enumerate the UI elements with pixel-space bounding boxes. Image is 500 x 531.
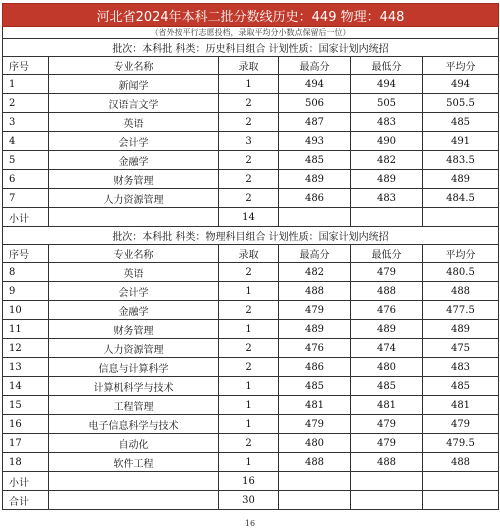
column-header: 录取 — [219, 57, 279, 75]
score-table — [2, 3, 499, 510]
batch-info-row — [3, 227, 499, 245]
empty-cell — [351, 491, 423, 510]
table-row — [3, 320, 499, 339]
total-row — [3, 491, 499, 510]
index-cell: 14 — [3, 377, 49, 396]
major-cell: 会计学 — [49, 132, 219, 151]
min-score-cell: 488 — [351, 453, 423, 472]
empty-cell — [423, 208, 499, 227]
column-header-row — [3, 245, 499, 263]
max-score-cell: 487 — [279, 113, 351, 132]
max-score-cell: 486 — [279, 358, 351, 377]
index-cell: 6 — [3, 170, 49, 189]
admitted-cell: 2 — [219, 358, 279, 377]
admitted-cell: 1 — [219, 75, 279, 94]
max-score-cell: 506 — [279, 94, 351, 113]
min-score-cell: 480 — [351, 358, 423, 377]
max-score-cell: 485 — [279, 377, 351, 396]
empty-cell — [49, 491, 219, 510]
index-cell: 8 — [3, 263, 49, 282]
column-header: 序号 — [3, 57, 49, 75]
table-row — [3, 434, 499, 453]
admitted-cell: 2 — [219, 170, 279, 189]
major-cell: 财务管理 — [49, 320, 219, 339]
major-cell: 财务管理 — [49, 170, 219, 189]
admitted-cell: 2 — [219, 94, 279, 113]
max-score-cell: 494 — [279, 75, 351, 94]
column-header: 录取 — [219, 245, 279, 263]
index-cell: 4 — [3, 132, 49, 151]
empty-cell — [351, 208, 423, 227]
subtotal-row — [3, 208, 499, 227]
column-header: 序号 — [3, 245, 49, 263]
max-score-cell: 481 — [279, 396, 351, 415]
avg-score-cell: 485 — [423, 113, 499, 132]
max-score-cell: 493 — [279, 132, 351, 151]
max-score-cell: 476 — [279, 339, 351, 358]
index-cell: 12 — [3, 339, 49, 358]
table-row — [3, 453, 499, 472]
empty-cell — [423, 491, 499, 510]
admitted-cell: 3 — [219, 132, 279, 151]
empty-cell — [351, 472, 423, 491]
subtotal-value: 14 — [219, 208, 279, 227]
major-cell: 人力资源管理 — [49, 189, 219, 208]
index-cell: 1 — [3, 75, 49, 94]
avg-score-cell: 479.5 — [423, 434, 499, 453]
min-score-cell: 476 — [351, 301, 423, 320]
batch-info: 批次：本科批 科类：物理科目组合 计划性质：国家计划内统招 — [3, 227, 499, 245]
index-cell: 3 — [3, 113, 49, 132]
table-row — [3, 301, 499, 320]
max-score-cell: 479 — [279, 415, 351, 434]
major-cell: 会计学 — [49, 282, 219, 301]
empty-cell — [279, 472, 351, 491]
index-cell: 5 — [3, 151, 49, 170]
index-cell: 10 — [3, 301, 49, 320]
min-score-cell: 494 — [351, 75, 423, 94]
min-score-cell: 488 — [351, 282, 423, 301]
column-header: 最高分 — [279, 57, 351, 75]
avg-score-cell: 491 — [423, 132, 499, 151]
column-header: 最高分 — [279, 245, 351, 263]
subtotal-row — [3, 472, 499, 491]
column-header: 最低分 — [351, 245, 423, 263]
table-row — [3, 339, 499, 358]
max-score-cell: 486 — [279, 189, 351, 208]
admitted-cell: 1 — [219, 453, 279, 472]
table-row — [3, 396, 499, 415]
table-row — [3, 113, 499, 132]
admitted-cell: 2 — [219, 113, 279, 132]
total-value: 30 — [219, 491, 279, 510]
admitted-cell: 2 — [219, 189, 279, 208]
table-row — [3, 151, 499, 170]
avg-score-cell: 484.5 — [423, 189, 499, 208]
admitted-cell: 2 — [219, 151, 279, 170]
max-score-cell: 479 — [279, 301, 351, 320]
table-row — [3, 358, 499, 377]
table-row — [3, 75, 499, 94]
max-score-cell: 488 — [279, 282, 351, 301]
avg-score-cell: 483.5 — [423, 151, 499, 170]
column-header-row — [3, 57, 499, 75]
major-cell: 金融学 — [49, 301, 219, 320]
major-cell: 人力资源管理 — [49, 339, 219, 358]
min-score-cell: 479 — [351, 415, 423, 434]
title-row — [3, 4, 499, 27]
table-row — [3, 377, 499, 396]
column-header: 平均分 — [423, 245, 499, 263]
min-score-cell: 490 — [351, 132, 423, 151]
avg-score-cell: 494 — [423, 75, 499, 94]
max-score-cell: 488 — [279, 453, 351, 472]
empty-cell — [49, 208, 219, 227]
index-cell: 13 — [3, 358, 49, 377]
avg-score-cell: 480.5 — [423, 263, 499, 282]
admission-score-document — [2, 3, 498, 528]
major-cell: 信息与计算科学 — [49, 358, 219, 377]
min-score-cell: 481 — [351, 396, 423, 415]
subtotal-label: 小计 — [3, 208, 49, 227]
min-score-cell: 489 — [351, 320, 423, 339]
note-row — [3, 27, 499, 39]
major-cell: 英语 — [49, 263, 219, 282]
min-score-cell: 505 — [351, 94, 423, 113]
avg-score-cell: 488 — [423, 453, 499, 472]
max-score-cell: 489 — [279, 320, 351, 339]
avg-score-cell: 489 — [423, 320, 499, 339]
empty-cell — [279, 491, 351, 510]
table-row — [3, 132, 499, 151]
admitted-cell: 1 — [219, 377, 279, 396]
admitted-cell: 2 — [219, 339, 279, 358]
index-cell: 18 — [3, 453, 49, 472]
index-cell: 16 — [3, 415, 49, 434]
table-row — [3, 170, 499, 189]
admitted-cell: 1 — [219, 415, 279, 434]
subtotal-label: 小计 — [3, 472, 49, 491]
table-row — [3, 415, 499, 434]
admitted-cell: 2 — [219, 301, 279, 320]
min-score-cell: 489 — [351, 170, 423, 189]
avg-score-cell: 479 — [423, 415, 499, 434]
document-title: 河北省2024年本科二批分数线历史：449 物理：448 — [3, 4, 499, 27]
avg-score-cell: 475 — [423, 339, 499, 358]
batch-info-row — [3, 39, 499, 57]
total-label: 合计 — [3, 491, 49, 510]
major-cell: 软件工程 — [49, 453, 219, 472]
empty-cell — [279, 208, 351, 227]
index-cell: 9 — [3, 282, 49, 301]
admitted-cell: 2 — [219, 434, 279, 453]
avg-score-cell: 481 — [423, 396, 499, 415]
major-cell: 汉语言文学 — [49, 94, 219, 113]
avg-score-cell: 483 — [423, 358, 499, 377]
major-cell: 电子信息科学与技术 — [49, 415, 219, 434]
avg-score-cell: 489 — [423, 170, 499, 189]
major-cell: 英语 — [49, 113, 219, 132]
major-cell: 计算机科学与技术 — [49, 377, 219, 396]
index-cell: 7 — [3, 189, 49, 208]
batch-info: 批次：本科批 科类：历史科目组合 计划性质：国家计划内统招 — [3, 39, 499, 57]
table-row — [3, 189, 499, 208]
major-cell: 金融学 — [49, 151, 219, 170]
column-header: 专业名称 — [49, 245, 219, 263]
document-note: （省外按平行志愿投档，录取平均分小数点保留后一位） — [3, 27, 499, 39]
table-row — [3, 282, 499, 301]
min-score-cell: 485 — [351, 377, 423, 396]
index-cell: 11 — [3, 320, 49, 339]
empty-cell — [423, 472, 499, 491]
max-score-cell: 489 — [279, 170, 351, 189]
max-score-cell: 480 — [279, 434, 351, 453]
column-header: 平均分 — [423, 57, 499, 75]
index-cell: 15 — [3, 396, 49, 415]
max-score-cell: 482 — [279, 263, 351, 282]
subtotal-value: 16 — [219, 472, 279, 491]
empty-cell — [49, 472, 219, 491]
avg-score-cell: 505.5 — [423, 94, 499, 113]
column-header: 最低分 — [351, 57, 423, 75]
min-score-cell: 483 — [351, 189, 423, 208]
avg-score-cell: 485 — [423, 377, 499, 396]
column-header: 专业名称 — [49, 57, 219, 75]
min-score-cell: 482 — [351, 151, 423, 170]
avg-score-cell: 477.5 — [423, 301, 499, 320]
min-score-cell: 474 — [351, 339, 423, 358]
table-row — [3, 263, 499, 282]
admitted-cell: 2 — [219, 263, 279, 282]
index-cell: 17 — [3, 434, 49, 453]
min-score-cell: 479 — [351, 263, 423, 282]
table-row — [3, 94, 499, 113]
min-score-cell: 479 — [351, 434, 423, 453]
avg-score-cell: 488 — [423, 282, 499, 301]
major-cell: 工程管理 — [49, 396, 219, 415]
page-number: 16 — [244, 519, 256, 528]
major-cell: 新闻学 — [49, 75, 219, 94]
admitted-cell: 1 — [219, 320, 279, 339]
admitted-cell: 1 — [219, 282, 279, 301]
admitted-cell: 1 — [219, 396, 279, 415]
min-score-cell: 483 — [351, 113, 423, 132]
major-cell: 自动化 — [49, 434, 219, 453]
max-score-cell: 485 — [279, 151, 351, 170]
index-cell: 2 — [3, 94, 49, 113]
